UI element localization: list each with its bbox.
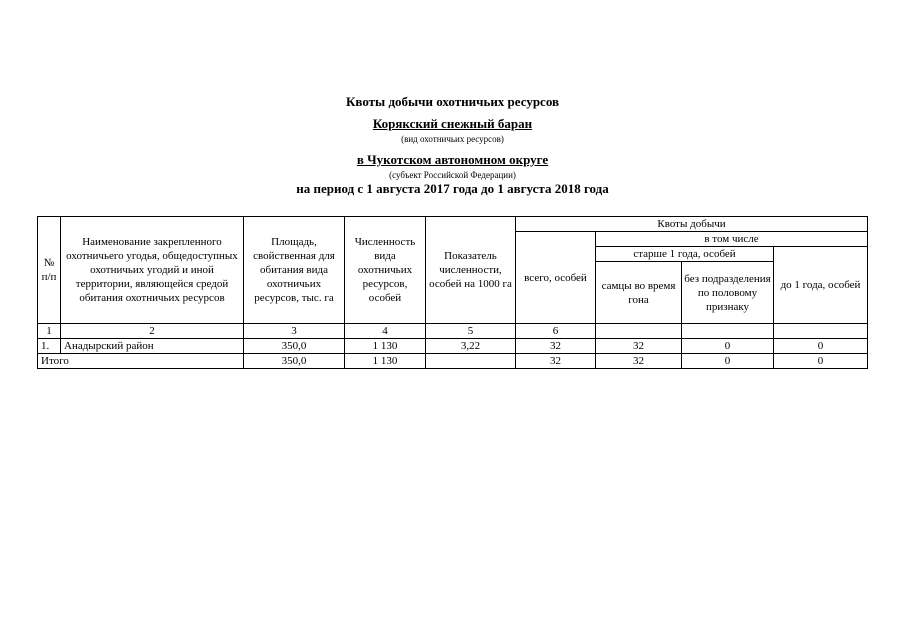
table-row <box>38 339 868 354</box>
total-nosex: 0 <box>682 354 774 369</box>
total-population: 1 130 <box>345 354 426 369</box>
col-number: 1 <box>38 324 61 339</box>
header-num: № п/п <box>38 217 61 324</box>
row-population: 1 130 <box>345 339 426 354</box>
total-total: 32 <box>516 354 596 369</box>
species-name: Корякский снежный баран <box>372 116 533 131</box>
row-young: 0 <box>774 339 868 354</box>
column-numbers-row <box>38 324 868 339</box>
row-nosex: 0 <box>682 339 774 354</box>
col-number: 5 <box>426 324 516 339</box>
header-total: всего, особей <box>516 232 596 324</box>
header-name: Наименование закрепленного охотничьего угодья, общедоступных охотничьих угодий и иной территории, являющейся средой обитания охотничьих ресурсов <box>61 217 244 324</box>
row-males: 32 <box>596 339 682 354</box>
header-young: до 1 года, особей <box>774 247 868 324</box>
header-population: Численность вида охотничьих ресурсов, особей <box>345 217 426 324</box>
region-name: в Чукотском автономном округе <box>356 152 549 167</box>
total-area: 350,0 <box>244 354 345 369</box>
header-including: в том числе <box>596 232 868 247</box>
total-density <box>426 354 516 369</box>
period-line: на период с 1 августа 2017 года до 1 августа 2018 года <box>296 181 609 196</box>
header-density: Показатель численности, особей на 1000 га <box>426 217 516 324</box>
col-number: 4 <box>345 324 426 339</box>
quota-table <box>37 216 868 369</box>
col-number <box>596 324 682 339</box>
document-title: Квоты добычи охотничьих ресурсов <box>345 94 560 109</box>
col-number <box>774 324 868 339</box>
header-area: Площадь, свойственная для обитания вида охотничьих ресурсов, тыс. га <box>244 217 345 324</box>
total-label: Итого <box>38 354 244 369</box>
region-caption: (субъект Российской Федерации) <box>389 170 516 180</box>
header-older: старше 1 года, особей <box>596 247 774 262</box>
col-number <box>682 324 774 339</box>
total-row <box>38 354 868 369</box>
row-total: 32 <box>516 339 596 354</box>
col-number: 2 <box>61 324 244 339</box>
row-num: 1. <box>38 339 61 354</box>
header-nosex: без подразделения по половому признаку <box>682 262 774 324</box>
total-young: 0 <box>774 354 868 369</box>
row-area: 350,0 <box>244 339 345 354</box>
header-males: самцы во время гона <box>596 262 682 324</box>
row-density: 3,22 <box>426 339 516 354</box>
species-caption: (вид охотничьих ресурсов) <box>401 134 504 144</box>
col-number: 6 <box>516 324 596 339</box>
col-number: 3 <box>244 324 345 339</box>
total-males: 32 <box>596 354 682 369</box>
row-name: Анадырский район <box>61 339 244 354</box>
header-quota-group: Квоты добычи <box>516 217 868 232</box>
